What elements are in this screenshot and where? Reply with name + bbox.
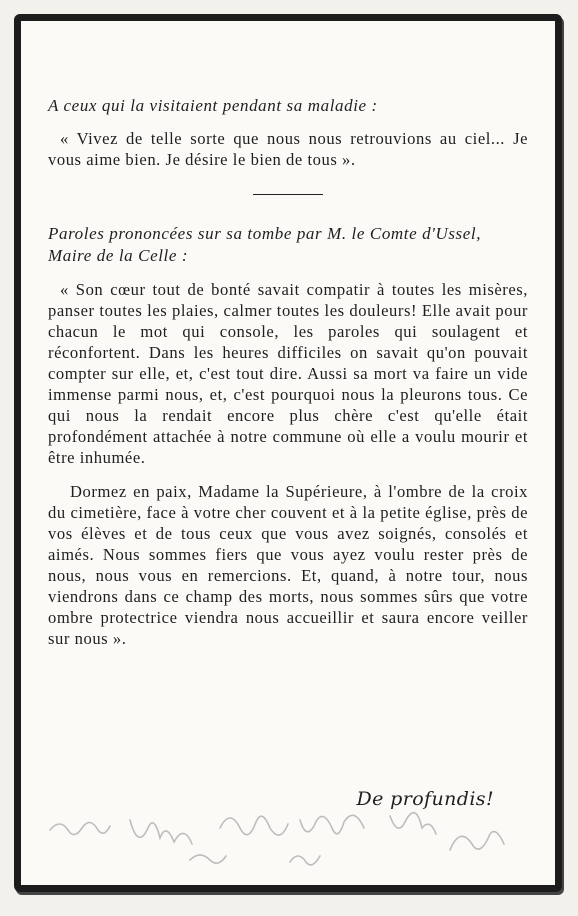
section1-heading: A ceux qui la visitaient pendant sa maladie : xyxy=(48,96,378,115)
section2-heading: Paroles prononcées sur sa tombe par M. le Comte d'Ussel, Maire de la Celle : xyxy=(48,224,482,265)
card-content xyxy=(48,96,528,649)
section1-quote: « Vivez de telle sorte que nous nous retrouvions au ciel... Je vous aime bien. Je désire le bien de tous ». xyxy=(48,129,528,169)
section-divider xyxy=(253,194,323,195)
pencil-handwriting-mark xyxy=(30,790,550,880)
eulogy-paragraph-1: « Son cœur tout de bonté savait compatir à toutes les misères, panser toutes les plaies, calmer toutes les douleurs! Elle avait pour chacun le mot qui console, les paroles qui soulagent et réconfortent. Dans les heures difficiles on savait qu'on pouvait compter sur elle, et, c'est tout dire. Aussi sa mort va faire un vide immense parmi nous, et, c'est pourquoi nous la pleurons tous. Ce qui nous la rendait encore plus chère c'est qu'elle était profondément attachée à notre commune où elle a voulu mourir et être inhumée. xyxy=(48,280,528,467)
eulogy-paragraph-2: Dormez en paix, Madame la Supérieure, à l'ombre de la croix du cimetière, face à votre cher couvent et à la petite église, près de vos élèves et de tous ceux que vous avez soignés, consolés et aimés. Nous sommes fiers que vous ayez voulu rester près de nous, nous vous en remercions. Et, quand, à notre tour, nous viendrons dans ce champ des morts, nous sommes sûrs que votre ombre protectrice viendra nous accueillir et saura encore veiller sur nous ». xyxy=(48,482,528,648)
closing-prayer: De profundis! xyxy=(356,788,494,810)
